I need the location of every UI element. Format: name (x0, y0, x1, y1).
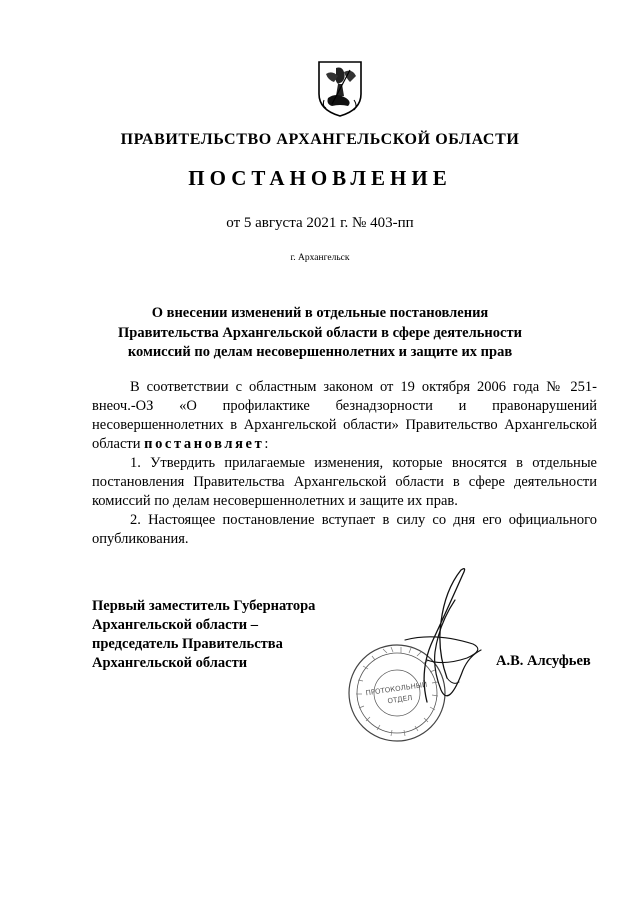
stamp-text-line-1: ПРОТОКОЛЬНЫЙ (365, 680, 428, 698)
government-name: ПРАВИТЕЛЬСТВО АРХАНГЕЛЬСКОЙ ОБЛАСТИ (120, 131, 520, 148)
stamp-and-signature (335, 560, 495, 770)
preamble-text: В соответствии с областным законом от 19 октября 2006 года № 251-внеоч.-ОЗ «О профилактике безнадзорности и правонарушений несовершеннолетних в Архангельской области» Правительство Архангельской области (92, 379, 597, 452)
decree-word: постановляет (144, 436, 265, 452)
item-1-paragraph: 1. Утвердить прилагаемые изменения, которые вносятся в отдельные постановления Правительства Архангельской области в сфере деятельности комиссий по делам несовершеннолетних и защите их прав. (92, 455, 597, 509)
title-line-3: комиссий по делам несовершеннолетних и защите их прав (127, 344, 513, 360)
signer-position (92, 597, 342, 673)
signer-position-line-4: Архангельской области (92, 655, 248, 671)
item-2-paragraph: 2. Настоящее постановление вступает в силу со дня его официального опубликования. (92, 512, 597, 547)
signer-position-line-3: председатель Правительства (92, 636, 283, 652)
document-city: г. Архангельск (290, 253, 350, 263)
coat-of-arms-icon (316, 60, 364, 118)
stamp-text-line-2: ОТДЕЛ (387, 693, 413, 706)
preamble-paragraph (92, 378, 597, 454)
signer-position-line-2: Архангельской области – (92, 617, 258, 633)
document-type-title: ПОСТАНОВЛЕНИЕ (188, 166, 452, 190)
document-date-number: от 5 августа 2021 г. № 403-пп (226, 215, 414, 231)
title-line-1: О внесении изменений в отдельные постановления (151, 305, 489, 321)
title-line-2: Правительства Архангельской области в сфере деятельности (118, 324, 522, 341)
official-stamp (349, 645, 445, 741)
document-body (92, 378, 597, 549)
preamble-end: : (264, 436, 269, 452)
document-subject-title (60, 304, 580, 363)
signer-name: А.В. Алсуфьев (496, 653, 591, 669)
signer-position-line-1: Первый заместитель Губернатора (92, 598, 316, 614)
